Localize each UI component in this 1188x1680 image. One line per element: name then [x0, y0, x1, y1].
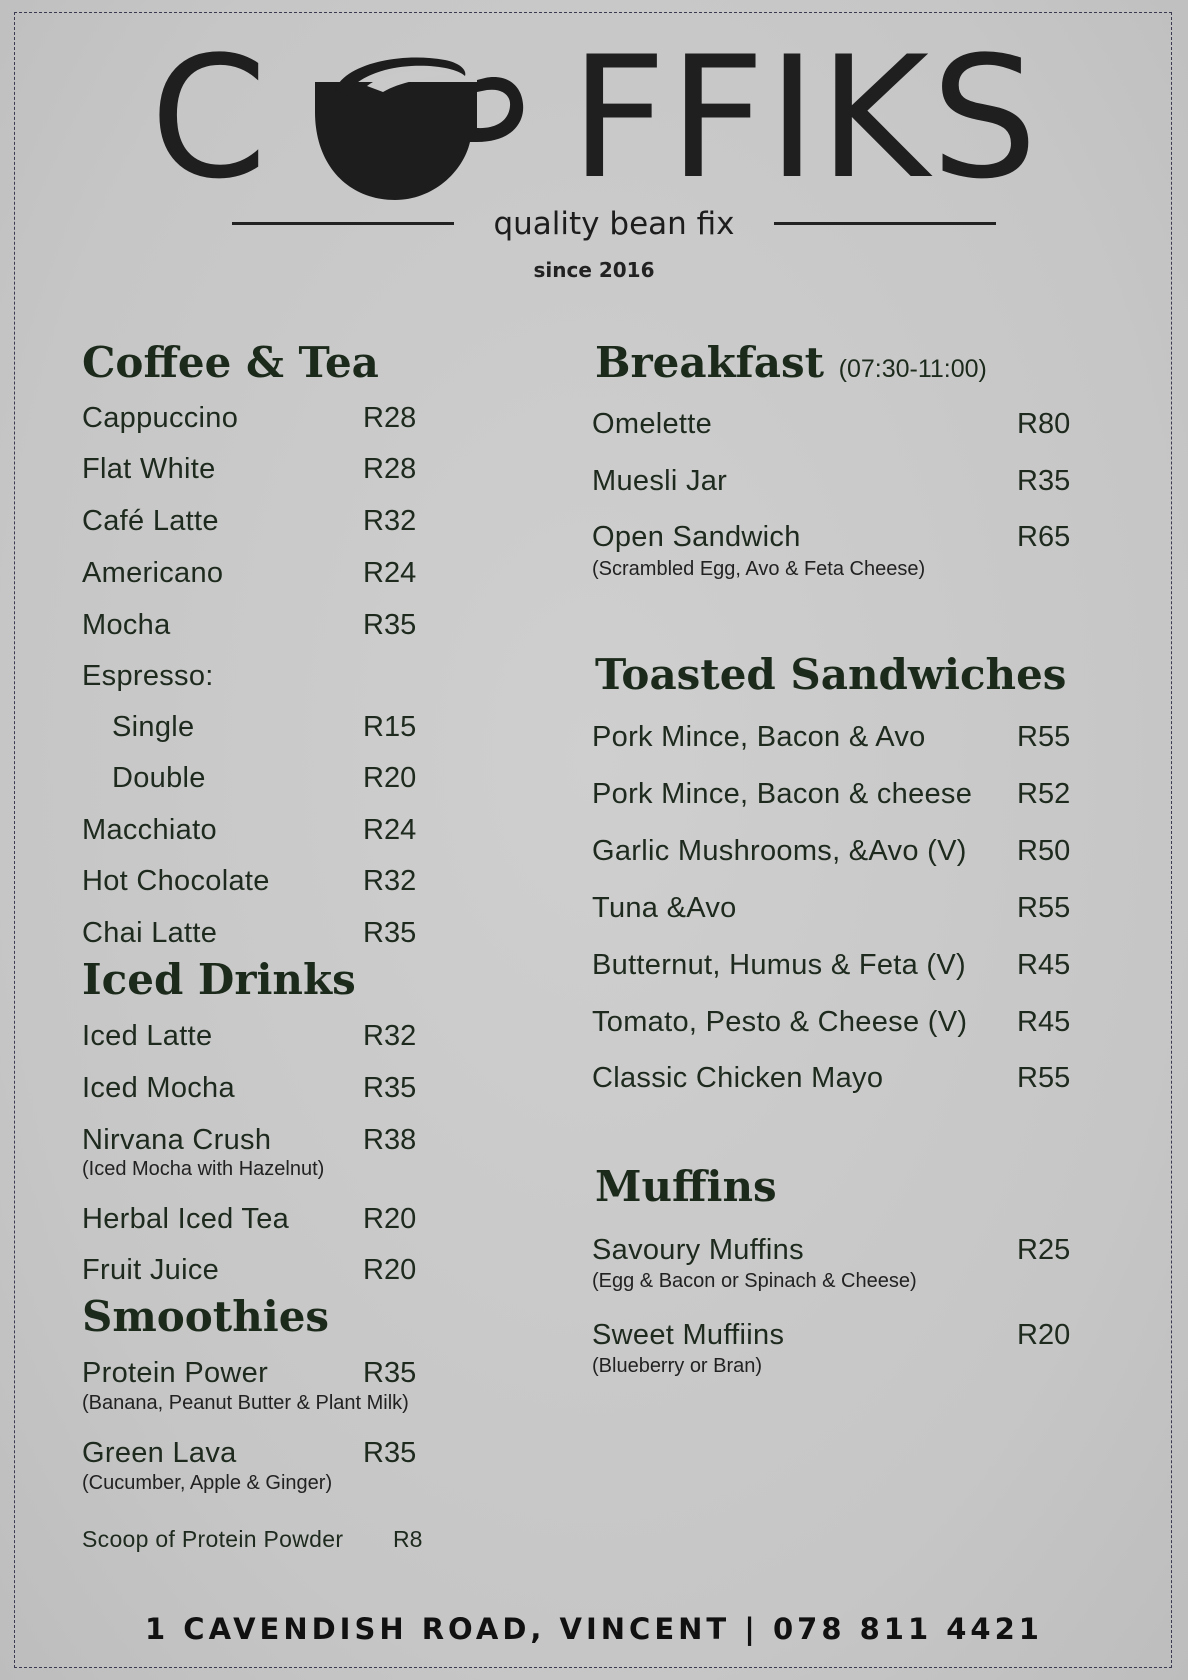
- smoothies-heading: Smoothies: [82, 1292, 330, 1341]
- menu-item-name: Iced Latte: [82, 1020, 213, 1052]
- menu-item-price: R52: [1017, 778, 1071, 810]
- menu-item-name: Cappuccino: [82, 402, 239, 434]
- menu-item-price: R35: [363, 1357, 417, 1389]
- menu-item-price: R65: [1017, 521, 1071, 553]
- menu-item-name: Garlic Mushrooms, &Avo (V): [592, 835, 967, 867]
- menu-item-price: R20: [363, 1254, 417, 1286]
- menu-item-price: R55: [1017, 1062, 1071, 1094]
- menu-item-price: R55: [1017, 721, 1071, 753]
- menu-item-name: Pork Mince, Bacon & cheese: [592, 778, 973, 810]
- menu-item-price: R32: [363, 865, 417, 897]
- coffee-cup-icon: [305, 52, 525, 202]
- iced-drinks-heading: Iced Drinks: [82, 955, 356, 1004]
- menu-item-name: Flat White: [82, 453, 216, 485]
- menu-item-name: Nirvana Crush: [82, 1124, 272, 1156]
- menu-item-price: R20: [363, 1203, 417, 1235]
- menu-item-name: Mocha: [82, 609, 171, 641]
- menu-item-price: R24: [363, 814, 417, 846]
- menu-item-name: Green Lava: [82, 1437, 237, 1469]
- menu-item-name: Herbal Iced Tea: [82, 1203, 290, 1235]
- menu-item-name: Iced Mocha: [82, 1072, 235, 1104]
- menu-item-price: R35: [363, 609, 417, 641]
- menu-item-note: (Scrambled Egg, Avo & Feta Cheese): [592, 558, 926, 580]
- tagline-rule-right: [774, 222, 996, 225]
- menu-item-name: Single: [112, 711, 195, 743]
- breakfast-title: Breakfast: [595, 338, 824, 387]
- tagline-row: [232, 206, 996, 242]
- menu-item-note: (Blueberry or Bran): [592, 1355, 763, 1377]
- menu-item-name: Classic Chicken Mayo: [592, 1062, 884, 1094]
- menu-item-price: R20: [1017, 1319, 1071, 1351]
- menu-item-name: Fruit Juice: [82, 1254, 220, 1286]
- logo-letter-c: C: [150, 20, 270, 216]
- menu-item-price: R35: [363, 1072, 417, 1104]
- menu-item-name: Tomato, Pesto & Cheese (V): [592, 1006, 968, 1038]
- menu-item-name: Protein Power: [82, 1357, 269, 1389]
- menu-item-name: Americano: [82, 557, 224, 589]
- menu-item-price: R35: [363, 1437, 417, 1469]
- logo-letters: FFIKS: [570, 20, 1040, 216]
- menu-item-name: Butternut, Humus & Feta (V): [592, 949, 966, 981]
- breakfast-heading: [595, 338, 987, 387]
- menu-item-name: Omelette: [592, 408, 713, 440]
- menu-item-price: R15: [363, 711, 417, 743]
- menu-item-name: Muesli Jar: [592, 465, 728, 497]
- menu-item-price: R20: [363, 762, 417, 794]
- toasted-sandwiches-heading: Toasted Sandwiches: [595, 650, 1067, 699]
- menu-item-price: R35: [363, 917, 417, 949]
- footer-address: 1 CAVENDISH ROAD, VINCENT | 078 811 4421: [145, 1612, 1043, 1646]
- menu-item-note: (Cucumber, Apple & Ginger): [82, 1472, 333, 1494]
- menu-item-name: Open Sandwich: [592, 521, 801, 553]
- menu-item-price: R45: [1017, 1006, 1071, 1038]
- since-year: since 2016: [533, 258, 655, 282]
- menu-item-price: R32: [363, 505, 417, 537]
- menu-item-price: R24: [363, 557, 417, 589]
- menu-item-name: Café Latte: [82, 505, 219, 537]
- menu-item-price: R45: [1017, 949, 1071, 981]
- menu-item-price: R50: [1017, 835, 1071, 867]
- menu-item-name: Sweet Muffiins: [592, 1319, 785, 1351]
- menu-item-name: Espresso:: [82, 660, 214, 692]
- menu-item-price: R28: [363, 402, 417, 434]
- tagline-rule-left: [232, 222, 454, 225]
- breakfast-hours: (07:30-11:00): [838, 355, 987, 383]
- menu-item-price: R32: [363, 1020, 417, 1052]
- muffins-heading: Muffins: [595, 1162, 777, 1211]
- menu-item-price: R80: [1017, 408, 1071, 440]
- menu-item-note: (Egg & Bacon or Spinach & Cheese): [592, 1270, 917, 1292]
- menu-item-price: R8: [393, 1526, 423, 1552]
- menu-item-note: (Iced Mocha with Hazelnut): [82, 1158, 325, 1180]
- menu-item-name: Chai Latte: [82, 917, 218, 949]
- menu-item-name: Tuna &Avo: [592, 892, 737, 924]
- menu-item-price: R38: [363, 1124, 417, 1156]
- menu-item-name: Scoop of Protein Powder: [82, 1526, 344, 1552]
- menu-item-name: Hot Chocolate: [82, 865, 270, 897]
- coffee-tea-heading: Coffee & Tea: [82, 338, 379, 387]
- tagline: quality bean fix: [493, 206, 735, 242]
- menu-item-price: R28: [363, 453, 417, 485]
- menu-item-price: R55: [1017, 892, 1071, 924]
- menu-item-name: Double: [112, 762, 206, 794]
- menu-item-name: Pork Mince, Bacon & Avo: [592, 721, 926, 753]
- menu-item-price: R25: [1017, 1234, 1071, 1266]
- menu-item-name: Savoury Muffins: [592, 1234, 804, 1266]
- menu-item-name: Macchiato: [82, 814, 217, 846]
- menu-item-note: (Banana, Peanut Butter & Plant Milk): [82, 1392, 409, 1414]
- menu-item-price: R35: [1017, 465, 1071, 497]
